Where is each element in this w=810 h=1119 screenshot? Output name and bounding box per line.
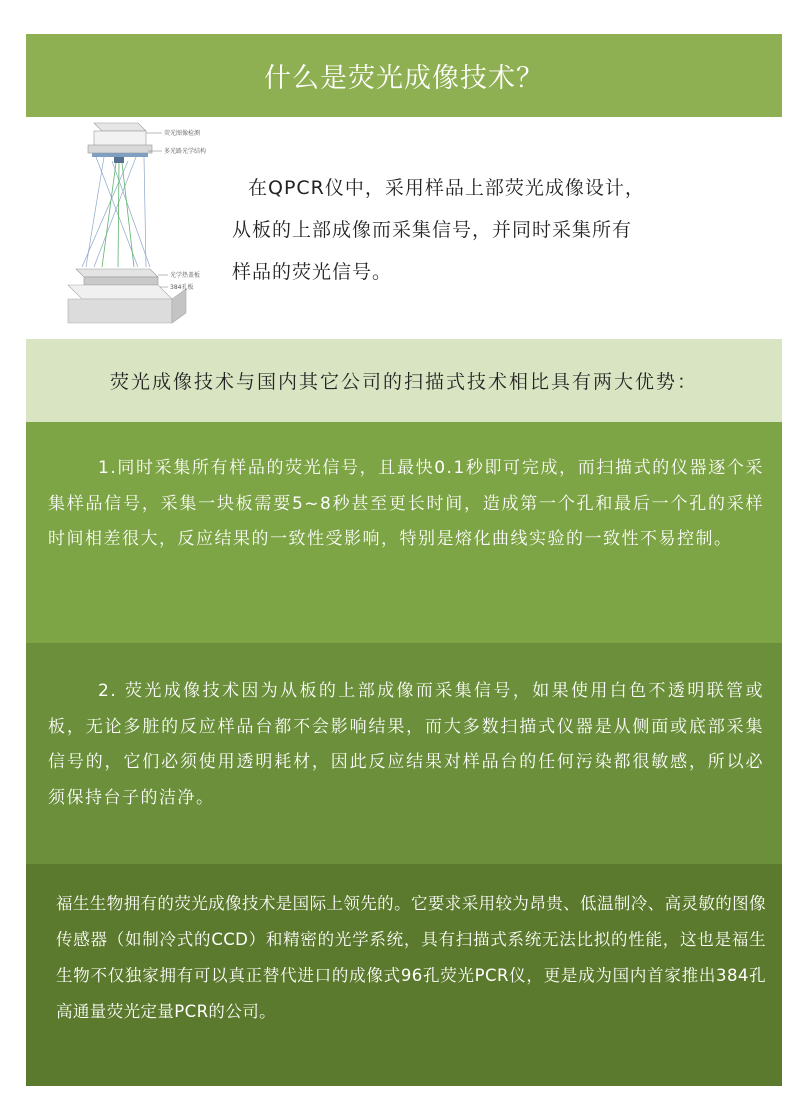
advantage-panel-2 [26,643,782,864]
intro-line: 在QPCR仪中，采用样品上部荧光成像设计， [248,177,645,199]
intro-section [26,117,782,339]
figure-label-detector: 荧光图像检测 [164,130,201,137]
advantage-text: 2. 荧光成像技术因为从板的上部成像而采集信号，如果使用白色不透明联管或板，无论多脏的反应样品台都不会影响结果，而大多数扫描式仪器是从侧面或底部采集信号的，它们必须使用透明耗材，因此反应结果对样品台的任何污染都很敏感，所以必须保持台子的洁净。 [48,681,764,808]
advantage-panel-1 [26,422,782,643]
subtitle: 荧光成像技术与国内其它公司的扫描式技术相比具有两大优势： [109,371,698,393]
optical-system-diagram [46,117,226,339]
intro-line: 样品的荧光信号。 [232,261,393,283]
advantage-text-1 [48,451,764,558]
advantage-text-2 [48,674,764,816]
title-banner [26,34,782,117]
advantage-text: 1.同时采集所有样品的荧光信号，且最快0.1秒即可完成，而扫描式的仪器逐个采集样品信号，采集一块板需要5~8秒甚至更长时间，造成第一个孔和最后一个孔的采样时间相差很大，反应结果的一致性受影响，特别是熔化曲线实验的一致性不易控制。 [48,458,764,550]
conclusion-panel [26,864,782,1086]
figure-label-plate: 384孔板 [170,284,194,291]
intro-text [232,167,752,293]
conclusion-text: 福生生物拥有的荧光成像技术是国际上领先的。它要求采用较为昂贵、低温制冷、高灵敏的图像传感器（如制冷式的CCD）和精密的光学系统，具有扫描式系统无法比拟的性能，这也是福生生物不仅独家拥有可以真正替代进口的成像式96孔荧光PCR仪，更是成为国内首家推出384孔高通量荧光定量PCR的公司。 [56,894,766,1021]
page-title: 什么是荧光成像技术？ [264,63,544,94]
intro-line: 从板的上部成像而采集信号，并同时采集所有 [232,219,633,241]
figure-label-lid: 光学热盖板 [170,272,201,279]
subtitle-band [26,339,782,422]
figure-label-optics: 多光路光学结构 [164,148,207,155]
